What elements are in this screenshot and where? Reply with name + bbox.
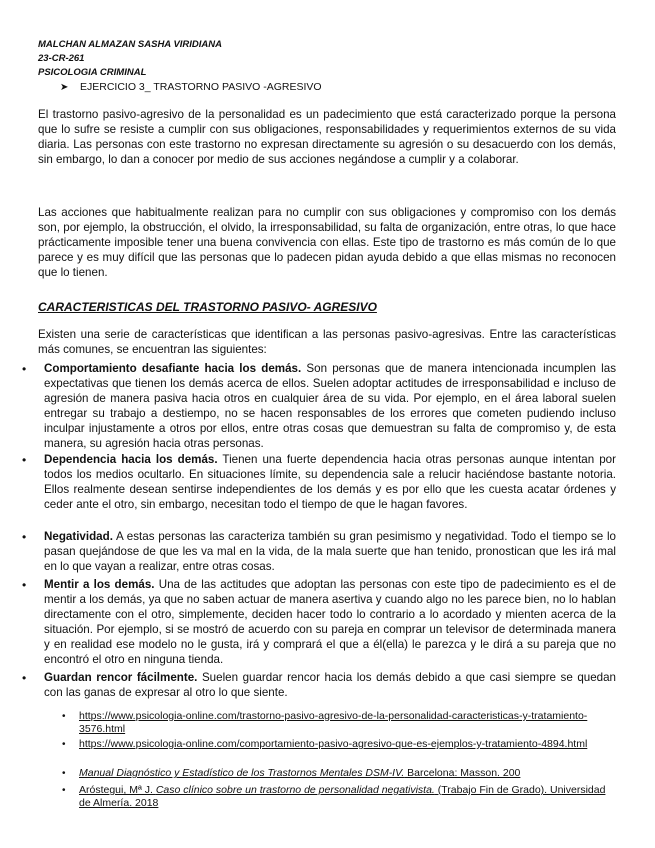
author-name: MALCHAN ALMAZAN SASHA VIRIDIANA xyxy=(38,39,223,50)
reference-link-2[interactable]: https://www.psicologia-online.com/comportamiento-pasivo-agresivo-que-es-ejemplos-y-tratamiento-4894.html xyxy=(79,738,588,750)
trait-item xyxy=(44,671,616,701)
reference-4-rest: (Trabajo Fin de Grado). Universidad de Almería. 2018 xyxy=(79,784,606,810)
intro-paragraph-2: Las acciones que habitualmente realizan para no cumplir con sus obligaciones y compromiso con los demás son, por ejemplo, la obstrucción, el olvido, la irresponsabilidad, su falta de organización, entre otras, lo que hace prácticamente imposible tener una buena convivencia con ellas. Este tipo de trastorno es más común de lo que parece y es muy difícil que las personas que lo padecen pidan ayuda debido a que ellas mismas no reconocen que lo tienen. xyxy=(38,206,616,279)
exercise-title-text: EJERCICIO 3_ TRASTORNO PASIVO -AGRESIVO xyxy=(80,81,322,93)
section-heading: CARACTERISTICAS DEL TRASTORNO PASIVO- AGRESIVO xyxy=(38,300,377,314)
exercise-title xyxy=(60,80,322,95)
reference-3-title: Manual Diagnóstico y Estadístico de los Trastornos Mentales DSM-IV. xyxy=(79,767,405,779)
intro-paragraph-1: El trastorno pasivo-agresivo de la personalidad es un padecimiento que está caracterizado porque la persona que lo sufre se resiste a cumplir con sus obligaciones, responsabilidades y requerimientos externos de su vida diaria. Las personas con este trastorno no expresan directamente su agresión o su desacuerdo con los demás, sin embargo, lo dan a conocer por medio de sus acciones negándose a cumplir y a colaborar. xyxy=(38,108,616,166)
reference-3-rest: Barcelona: Masson. 200 xyxy=(404,767,521,779)
trait-title: Dependencia hacia los demás. xyxy=(44,453,218,466)
trait-text: Tienen una fuerte dependencia hacia otras personas aunque intentan por todos los medios ocultarlo. En situaciones límite, su dependencia sale a relucir haciéndose bastante notoria. Ellos realmente desean sentirse independientes de los demás y es por ello que les cuesta acatar órdenes y ceder ante el otro, sin embargo, necesitan todo el tiempo de que le hagan favores. xyxy=(44,453,616,511)
trait-text: A estas personas las caracteriza también su gran pesimismo y negatividad. Todo el tiempo se lo pasan quejándose de que les va mal en la vida, de la mala suerte que han tenido, pronostican que les irá mal en lo que vayan a realizar, entre otras cosas. xyxy=(44,530,616,573)
bullet-dot-icon: • xyxy=(62,711,66,722)
trait-title: Negatividad. xyxy=(44,530,113,543)
course-name: PSICOLOGIA CRIMINAL xyxy=(38,67,147,78)
trait-item xyxy=(44,530,616,575)
reference-link-1[interactable]: https://www.psicologia-online.com/trastorno-pasivo-agresivo-de-la-personalidad-caracteristicas-y-tratamiento-3576.html xyxy=(79,710,588,736)
bullet-dot-icon: • xyxy=(62,739,66,750)
section-intro: Existen una serie de características que identifican a las personas pasivo-agresivas. Entre las características más comunes, se encuentran las siguientes: xyxy=(38,328,616,356)
trait-title: Guardan rencor fácilmente. xyxy=(44,671,198,684)
student-code: 23-CR-261 xyxy=(38,53,85,64)
trait-title: Comportamiento desafiante hacia los demás. xyxy=(44,362,302,375)
trait-text: Una de las actitudes que adoptan las personas con este tipo de padecimiento es el de mentir a los demás, ya que no saben actuar de manera asertiva y cuando algo no les parece bien, no lo hablan directamente con el otro, simplemente, deciden hacer todo lo contrario a lo acordado y mienten acerca de la situación. Por ejemplo, si se mostró de acuerdo con su pareja en comprar un televisor de determinada manera y en realidad ese modelo no le gusta, irá y comprará el que a él(ella) le parezca y le dirá a su pareja que no encontró el otro en ninguna tienda. xyxy=(44,578,617,666)
trait-item xyxy=(44,453,616,513)
bullet-dot-icon: • xyxy=(22,578,27,592)
trait-title: Mentir a los demás. xyxy=(44,578,155,591)
trait-text: Son personas que de manera intencionada incumplen las expectativas que tienen los demás acerca de ellos. Suelen adoptar actitudes de irresponsabilidad e incluso de agresión de manera pasiva hacia otros en cualquier área de su vida. Por ejemplo, en el área laboral suelen entregar su trabajo a destiempo, no se hacen responsables de los errores que cometen pudiendo incluso inculpar injustamente a otros por ellos, entre otras cosas que demuestran su falta de compromiso y, de esta manera, su agresión hacia otras personas. xyxy=(44,362,616,450)
arrow-bullet-icon: ➤ xyxy=(60,82,69,93)
reference-4 xyxy=(79,784,619,810)
bullet-dot-icon: • xyxy=(62,768,66,779)
bullet-dot-icon: • xyxy=(22,362,27,376)
trait-text: Suelen guardar rencor hacia los demás debido a que casi siempre se quedan con las ganas de expresar al otro lo que siente. xyxy=(44,671,617,699)
bullet-dot-icon: • xyxy=(62,785,66,796)
reference-3 xyxy=(79,767,619,780)
bullet-dot-icon: • xyxy=(22,453,27,467)
trait-item xyxy=(44,578,616,667)
trait-item xyxy=(44,362,616,451)
bullet-dot-icon: • xyxy=(22,530,27,544)
reference-4-author: Aróstegui, Mª J. xyxy=(79,784,156,796)
reference-4-title: Caso clínico sobre un trastorno de personalidad negativista. xyxy=(155,784,435,796)
bullet-dot-icon: • xyxy=(22,671,27,685)
